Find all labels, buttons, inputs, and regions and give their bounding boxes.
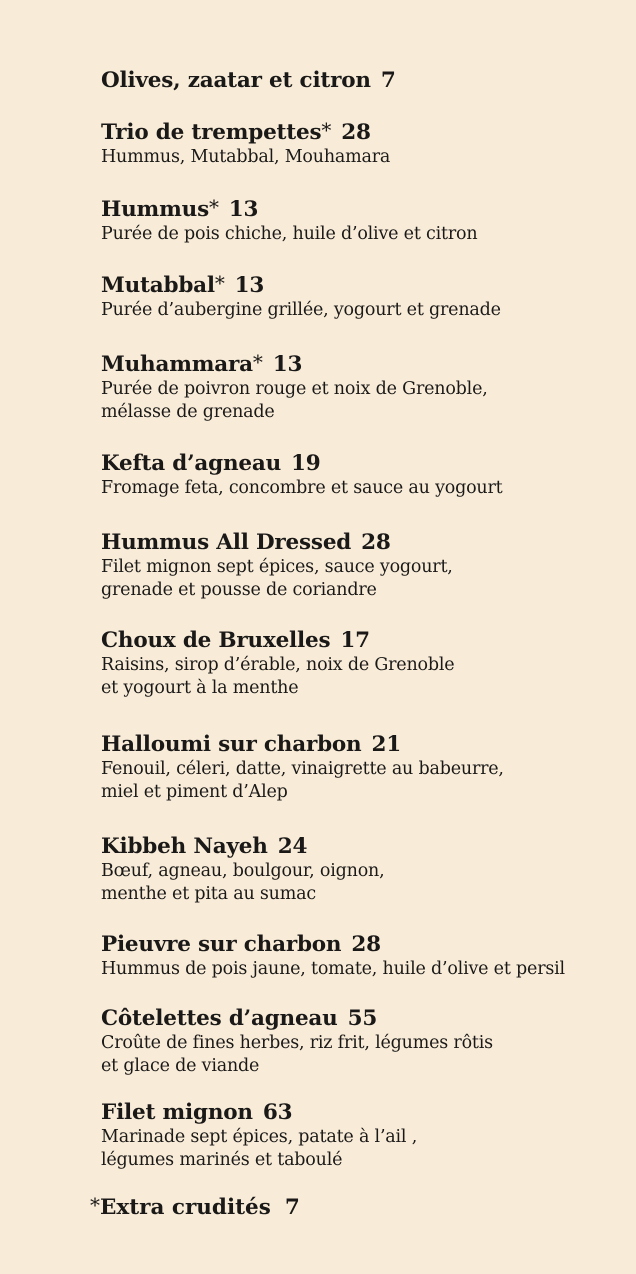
footer-price: 7 bbox=[284, 1195, 300, 1220]
menu-item bbox=[101, 929, 621, 981]
item-title bbox=[101, 349, 621, 378]
item-name: Pieuvre sur charbon bbox=[101, 932, 342, 957]
menu-item bbox=[101, 831, 621, 906]
item-description: légumes marinés et taboulé bbox=[101, 1150, 343, 1170]
item-title bbox=[101, 527, 621, 556]
item-description: mélasse de grenade bbox=[101, 402, 275, 422]
item-price: 21 bbox=[371, 732, 402, 757]
menu-item bbox=[101, 625, 621, 700]
item-asterisk: * bbox=[208, 195, 219, 219]
footer-label: Extra crudités bbox=[100, 1195, 271, 1220]
item-description: Bœuf, agneau, boulgour, oignon, bbox=[101, 861, 385, 881]
item-name: Halloumi sur charbon bbox=[101, 732, 362, 757]
item-price: 24 bbox=[277, 834, 308, 859]
item-name: Filet mignon bbox=[101, 1100, 253, 1125]
item-title bbox=[101, 729, 621, 758]
item-description: Fromage feta, concombre et sauce au yogourt bbox=[101, 478, 503, 498]
item-name: Kefta d’agneau bbox=[101, 451, 282, 476]
item-price: 13 bbox=[228, 197, 259, 222]
item-price: 17 bbox=[340, 628, 370, 653]
item-title bbox=[101, 929, 621, 958]
menu-item bbox=[101, 527, 621, 602]
menu-item bbox=[101, 729, 621, 804]
menu-item bbox=[101, 349, 621, 424]
item-name: Muhammara bbox=[101, 352, 253, 377]
item-description: Raisins, sirop d’érable, noix de Grenoble bbox=[101, 655, 455, 675]
item-title bbox=[101, 194, 621, 223]
item-description: Purée de poivron rouge et noix de Grenoble, bbox=[101, 379, 488, 399]
menu-item bbox=[101, 270, 621, 322]
item-description: miel et piment d’Alep bbox=[101, 782, 288, 802]
menu-item bbox=[101, 65, 621, 94]
item-name: Trio de trempettes bbox=[101, 120, 322, 145]
item-asterisk: * bbox=[252, 350, 263, 374]
item-title bbox=[101, 65, 621, 94]
item-asterisk: * bbox=[321, 118, 332, 142]
item-title bbox=[101, 270, 621, 299]
menu-item bbox=[101, 117, 621, 169]
item-description: et glace de viande bbox=[101, 1056, 260, 1076]
menu-item bbox=[101, 1097, 621, 1172]
item-name: Olives, zaatar et citron bbox=[101, 68, 371, 93]
item-price: 55 bbox=[347, 1006, 378, 1031]
extra-crudites-note bbox=[90, 1192, 300, 1221]
item-description: Purée de pois chiche, huile d’olive et citron bbox=[101, 224, 478, 244]
item-name: Choux de Bruxelles bbox=[101, 628, 331, 653]
footer-asterisk: * bbox=[90, 1193, 100, 1217]
item-price: 19 bbox=[291, 451, 321, 476]
item-description: Marinade sept épices, patate à l’ail , bbox=[101, 1127, 418, 1147]
item-description: Purée d’aubergine grillée, yogourt et grenade bbox=[101, 300, 501, 320]
item-description: grenade et pousse de coriandre bbox=[101, 580, 377, 600]
item-price: 63 bbox=[262, 1100, 293, 1125]
item-title bbox=[101, 625, 621, 654]
item-price: 28 bbox=[341, 120, 371, 145]
item-title bbox=[101, 448, 621, 477]
item-description: Filet mignon sept épices, sauce yogourt, bbox=[101, 557, 453, 577]
item-description: et yogourt à la menthe bbox=[101, 678, 299, 698]
item-description: menthe et pita au sumac bbox=[101, 884, 316, 904]
item-name: Côtelettes d’agneau bbox=[101, 1006, 338, 1031]
menu-item bbox=[101, 448, 621, 500]
item-description: Hummus de pois jaune, tomate, huile d’olive et persil bbox=[101, 959, 565, 979]
item-price: 7 bbox=[380, 68, 396, 93]
item-name: Hummus bbox=[101, 197, 209, 222]
item-name: Kibbeh Nayeh bbox=[101, 834, 268, 859]
item-title bbox=[101, 1003, 621, 1032]
item-description: Croûte de fines herbes, riz frit, légumes rôtis bbox=[101, 1033, 493, 1053]
item-title bbox=[101, 117, 621, 146]
item-price: 28 bbox=[351, 932, 381, 957]
menu-item bbox=[101, 1003, 621, 1078]
item-description: Hummus, Mutabbal, Mouhamara bbox=[101, 147, 391, 167]
item-asterisk: * bbox=[214, 271, 225, 295]
menu-item bbox=[101, 194, 621, 246]
item-price: 13 bbox=[234, 273, 265, 298]
item-description: Fenouil, céleri, datte, vinaigrette au babeurre, bbox=[101, 759, 504, 779]
item-title bbox=[101, 1097, 621, 1126]
item-price: 28 bbox=[361, 530, 391, 555]
item-price: 13 bbox=[272, 352, 303, 377]
item-name: Hummus All Dressed bbox=[101, 530, 352, 555]
item-title bbox=[101, 831, 621, 860]
item-name: Mutabbal bbox=[101, 273, 215, 298]
